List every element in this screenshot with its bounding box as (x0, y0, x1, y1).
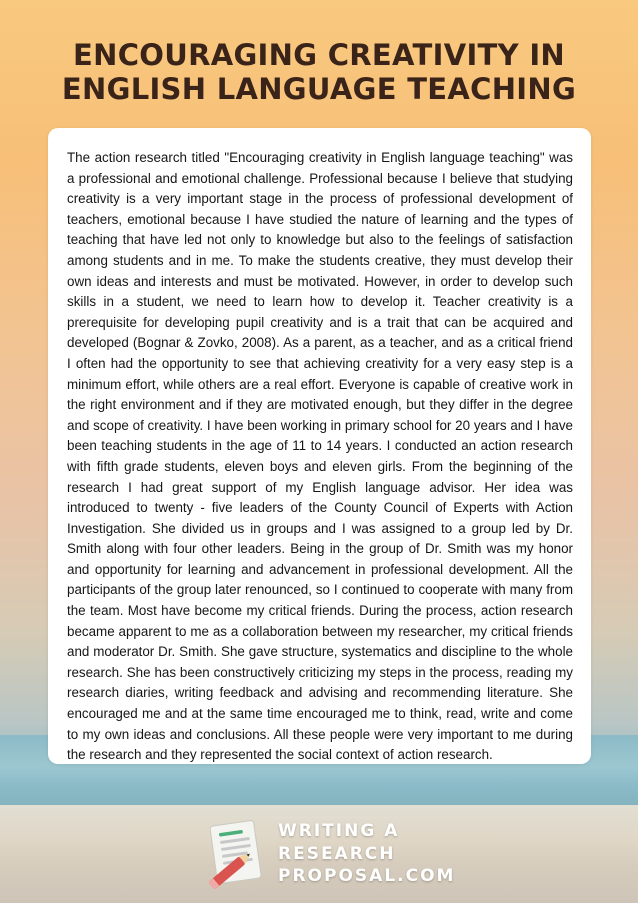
document-pencil-icon (200, 815, 272, 895)
title-line-2: ENGLISH LANGUAGE TEACHING (61, 72, 577, 106)
logo-line-1: WRITING A (278, 821, 400, 841)
logo-line-2: RESEARCH (278, 843, 396, 864)
page-title (0, 38, 638, 106)
logo-wordmark (278, 820, 458, 888)
logo-line-3: PROPOSAL.COM (278, 866, 456, 886)
site-logo (200, 815, 460, 895)
body-paragraph: The action research titled "Encouraging creativity in English language teaching" was a professional and emotional challenge. Professional because I believe that studying creativity is a very important stage in the process of professional development of teachers, emotional because I have studied the nature of learning and the types of teaching that have led not only to knowledge but also to the feelings of satisfaction among students and in me. To make the students creative, they must develop their own ideas and interests and must be motivated. However, in order to develop such skills in a student, we need to learn how to develop it. Teacher creativity is a prerequisite for developing pupil creativity and is a trait that can be acquired and developed (Bognar & Zovko, 2008). As a parent, as a teacher, and as a critical friend I often had the opportunity to see that achieving creativity for a very easy step is a minimum effort, while others are a real effort. Everyone is capable of creative work in the right environment and if they are motivated enough, but they differ in the degree and scope of creativity. I have been working in primary school for 20 years and I have been teaching students in the age of 11 to 14 years. I conducted an action research with fifth grade students, eleven boys and eleven girls. From the beginning of the research I had great support of my English language advisor. Her idea was introduced to twenty - five leaders of the County Council of Experts with Action Investigation. She divided us in groups and I was assigned to a group led by Dr. Smith along with four other leaders. Being in the group of Dr. Smith was my honor and opportunity for learning and advancement in professional development. All the participants of the group later renounced, so I continued to cooperate with many from the team. Most have become my critical friends. During the process, action research became apparent to me as a collaboration between my researcher, my critical friends and moderator Dr. Smith. She gave structure, systematics and discipline to the whole research. She has been constructively criticizing my steps in the process, reading my research diaries, writing feedback and advising and recommending literature. She encouraged me and at the same time encouraged me to think, read, write and come to my own ideas and conclusions. All these people were very important to me during the research and they represented the social context of action research. (67, 150, 573, 763)
text-card (48, 128, 591, 764)
title-line-1: ENCOURAGING CREATIVITY IN (73, 38, 565, 72)
